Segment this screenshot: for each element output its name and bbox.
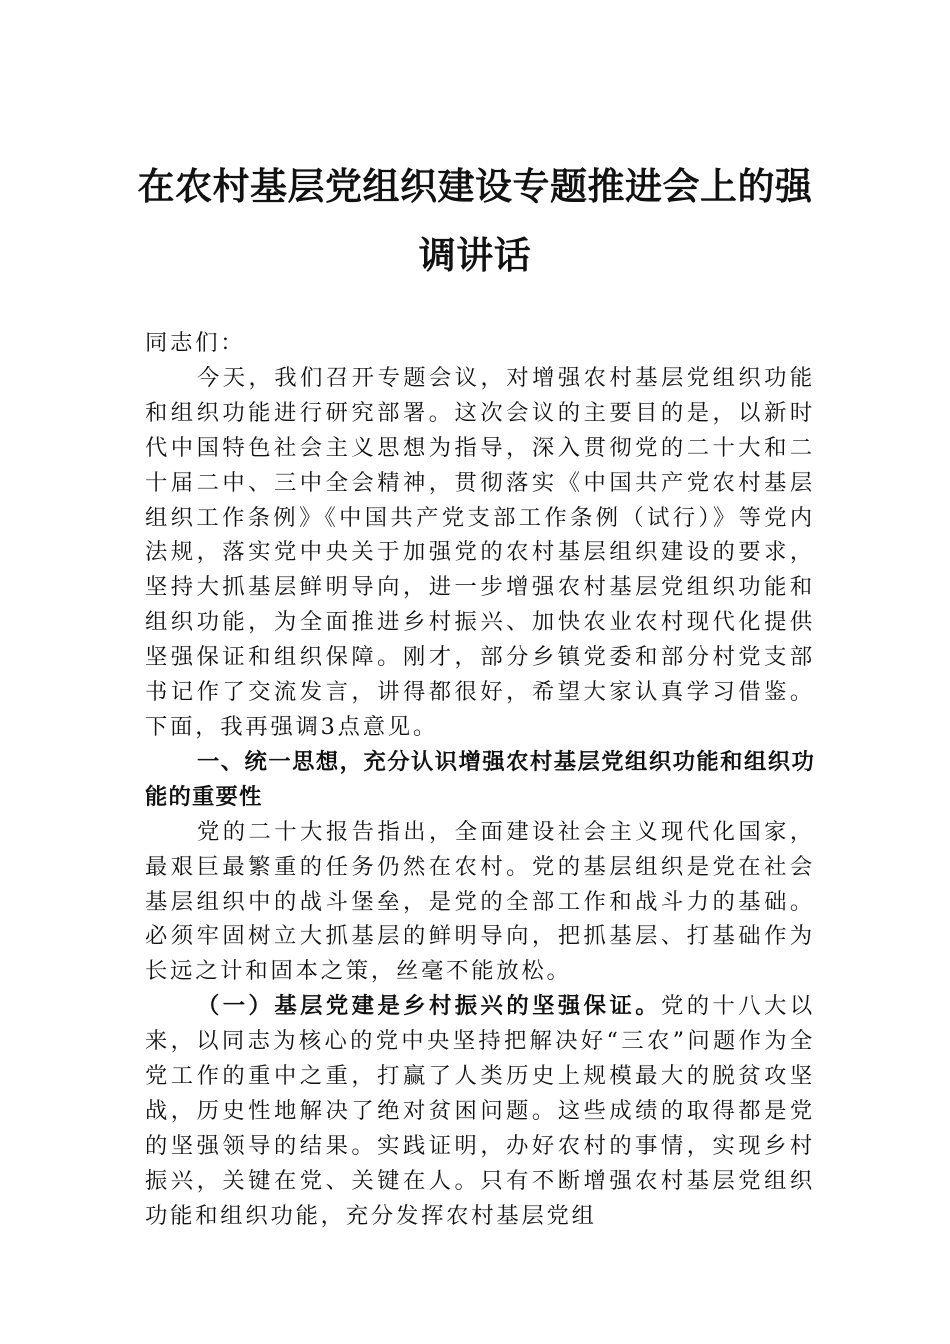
document-title-line-2: 调讲话 bbox=[418, 233, 532, 277]
intro-paragraph: 今天，我们召开专题会议，对增强农村基层党组织功能和组织功能进行研究部署。这次会议的主要目的是，以新时代中国特色社会主义思想为指导，深入贯彻党的二十大和二十届二中、三中全会精神，贯彻落实《中国共产党农村基层组织工作条例》《中国共产党支部工作条例（试行）》等党内法规，落实党中央关于加强党的农村基层组织建设的要求，坚持大抓基层鲜明导向，进一步增强农村基层党组织功能和组织功能，为全面推进乡村振兴、加快农业农村现代化提供坚强保证和组织保障。刚才，部分乡镇党委和部分村党支部书记作了交流发言，讲得都很好，希望大家认真学习借鉴。下面，我再强调3点意见。 bbox=[145, 364, 815, 740]
section-1-paragraph: 党的二十大报告指出，全面建设社会主义现代化国家，最艰巨最繁重的任务仍然在农村。党的基层组织是党在社会基层组织中的战斗堡垒，是党的全部工作和战斗力的基础。必须牢固树立大抓基层的鲜明导向，把抓基层、打基础作为长远之计和固本之策，丝毫不能放松。 bbox=[145, 818, 815, 985]
subsection-1-paragraph bbox=[145, 989, 815, 1233]
section-1-heading: 一、统一思想，充分认识增强农村基层党组织功能和组织功能的重要性 bbox=[145, 748, 815, 810]
document-body bbox=[145, 326, 815, 1234]
subsection-1-heading: （一）基层党建是乡村振兴的坚强保证。 bbox=[197, 993, 661, 1020]
salutation: 同志们： bbox=[145, 330, 246, 356]
subsection-1-text: 党的十八大以来，以同志为核心的党中央坚持把解决好“三农”问题作为全党工作的重中之重，打赢了人类历史上规模最大的脱贫攻坚战，历史性地解决了绝对贫困问题。这些成绩的取得都是党的坚强领导的结果。实践证明，办好农村的事情，实现乡村振兴，关键在党、关键在人。只有不断增强农村基层党组织功能和组织功能，充分发挥农村基层党组 bbox=[145, 993, 815, 1229]
document-title-line-1: 在农村基层党组织建设专题推进会上的强 bbox=[137, 164, 813, 208]
